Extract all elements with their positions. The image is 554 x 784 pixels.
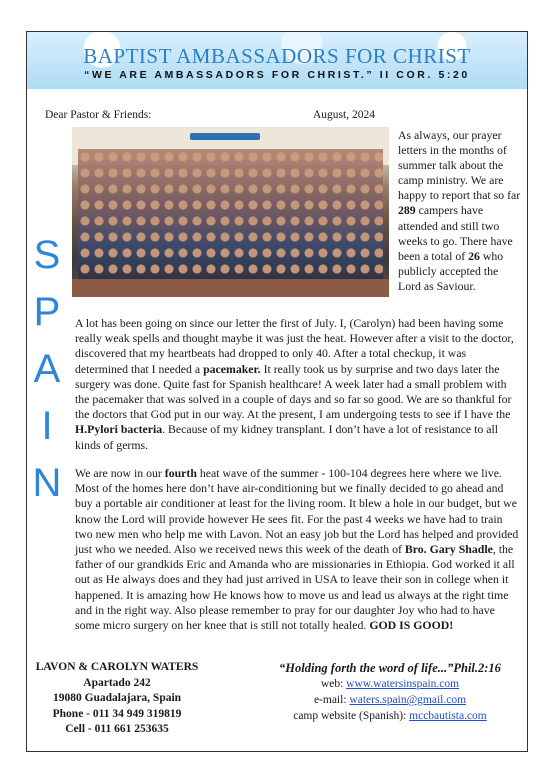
paragraph-text: It really took us by surprise and two days later the surgery was done. Quite fast for Spanish healthcare! A week later had a small problem with the pacemaker that was solved in a couple of days and so far so good. We are so thankful for the doctors that God put in our way. At the present, I am undergoing tests to see if I have the <box>75 361 512 422</box>
header-banner <box>27 32 527 89</box>
side-text-3: who publicly accepted the Lord as Saviour. <box>398 248 504 293</box>
cell-number: Cell - 011 661 253635 <box>65 723 169 735</box>
email-label: e-mail: <box>313 694 350 706</box>
camp-group-photo <box>72 127 389 297</box>
camp-line <box>263 708 517 724</box>
web-line <box>263 676 517 692</box>
spain-letter: A <box>33 347 61 391</box>
email-link[interactable]: waters.spain@gmail.com <box>349 694 467 706</box>
address-line: 19080 Guadalajara, Spain <box>52 692 182 704</box>
vertical-spain-text <box>29 227 65 512</box>
photo-floor <box>72 279 389 297</box>
paragraph-text: We are now in our <box>75 466 165 480</box>
saved-count: 26 <box>468 248 480 263</box>
letter-date: August, 2024 <box>313 109 375 121</box>
mailing-address <box>27 660 207 738</box>
closing-statement: GOD IS GOOD! <box>369 618 454 633</box>
web-label: web: <box>320 678 347 690</box>
bold-term: Bro. Gary Shadle <box>404 542 493 557</box>
paragraph-text: heat wave of the summer - 100-104 degrees here where we live. Most of the homes here don’t have air-conditioning but we finally decided to go ahead and buy a portable air conditioner at least for the living room. It blew a hole in our budget, but we know the Lord will provide however He sees fit. For the past 4 weeks we have had to train two new men who help me with Lavon. Not an easy job but the Lord has helped and provided just who we needed. Also we received news this week of the death of <box>75 466 519 557</box>
paragraph-text: . Because of my kidney transplant. I don’t have a lot of resistance to all kinds of germs. <box>75 422 499 452</box>
spain-letter: P <box>33 290 61 334</box>
phone-number: Phone - 011 34 949 319819 <box>52 707 182 720</box>
campers-count: 289 <box>398 203 416 218</box>
photo-crowd <box>78 149 383 289</box>
paragraph-health <box>75 316 521 453</box>
side-text-2: campers have attended and still two weeks to go. There have been a total of <box>398 203 513 263</box>
paragraph-text: , the father of our grandkids Eric and Amanda who are missionaries in Ethiopia. God worked it all out as He always does and they had just arrived in USA to leave their son in college when it happened. It is amazing how He knows how to move us and lead us always at the right time and in the right way. Also please remember to pray for our daughter Joy who had to have some micro surgery on her knee that is still not totally healed. <box>75 542 515 633</box>
spain-letter: N <box>32 461 62 505</box>
side-text-1: As always, our prayer letters in the months of summer talk about the camp ministry. We are happy to report that so far <box>398 128 521 203</box>
spain-letter: I <box>41 404 53 448</box>
scripture-quote: “Holding forth the word of life...”Phil.2:16 <box>279 661 501 675</box>
spain-letter: S <box>33 233 61 277</box>
website-link[interactable]: www.watersinspain.com <box>346 678 460 690</box>
address-line: Apartado 242 <box>83 676 151 689</box>
newsletter-page <box>26 31 528 752</box>
sender-name: LAVON & CAROLYN WATERS <box>35 661 199 673</box>
camp-label: camp website (Spanish): <box>293 710 410 722</box>
email-line <box>263 692 517 708</box>
photo-banner <box>190 133 260 140</box>
bold-term: fourth <box>164 466 197 480</box>
bold-term: H.Pylori bacteria <box>75 422 163 437</box>
paragraph-summer <box>75 466 521 633</box>
bold-term: pacemaker. <box>203 361 261 376</box>
paragraph-text: A lot has been going on since our letter the first of July. I, (Carolyn) had been having some really weak spells and thought maybe it was just the heat. However after a visit to the doctor, discovered that my heartbeats had dropped to only 40. After a total checkup, it was determined that I needed a <box>75 316 514 376</box>
page-subtitle: “WE ARE AMBASSADORS FOR CHRIST.” II COR. 5:20 <box>84 69 470 81</box>
contact-block <box>263 660 517 724</box>
camp-website-link[interactable]: mccbautista.com <box>409 710 487 722</box>
page-title: BAPTIST AMBASSADORS FOR CHRIST <box>83 44 471 68</box>
greeting: Dear Pastor & Friends: <box>45 109 152 121</box>
side-paragraph <box>398 128 522 294</box>
